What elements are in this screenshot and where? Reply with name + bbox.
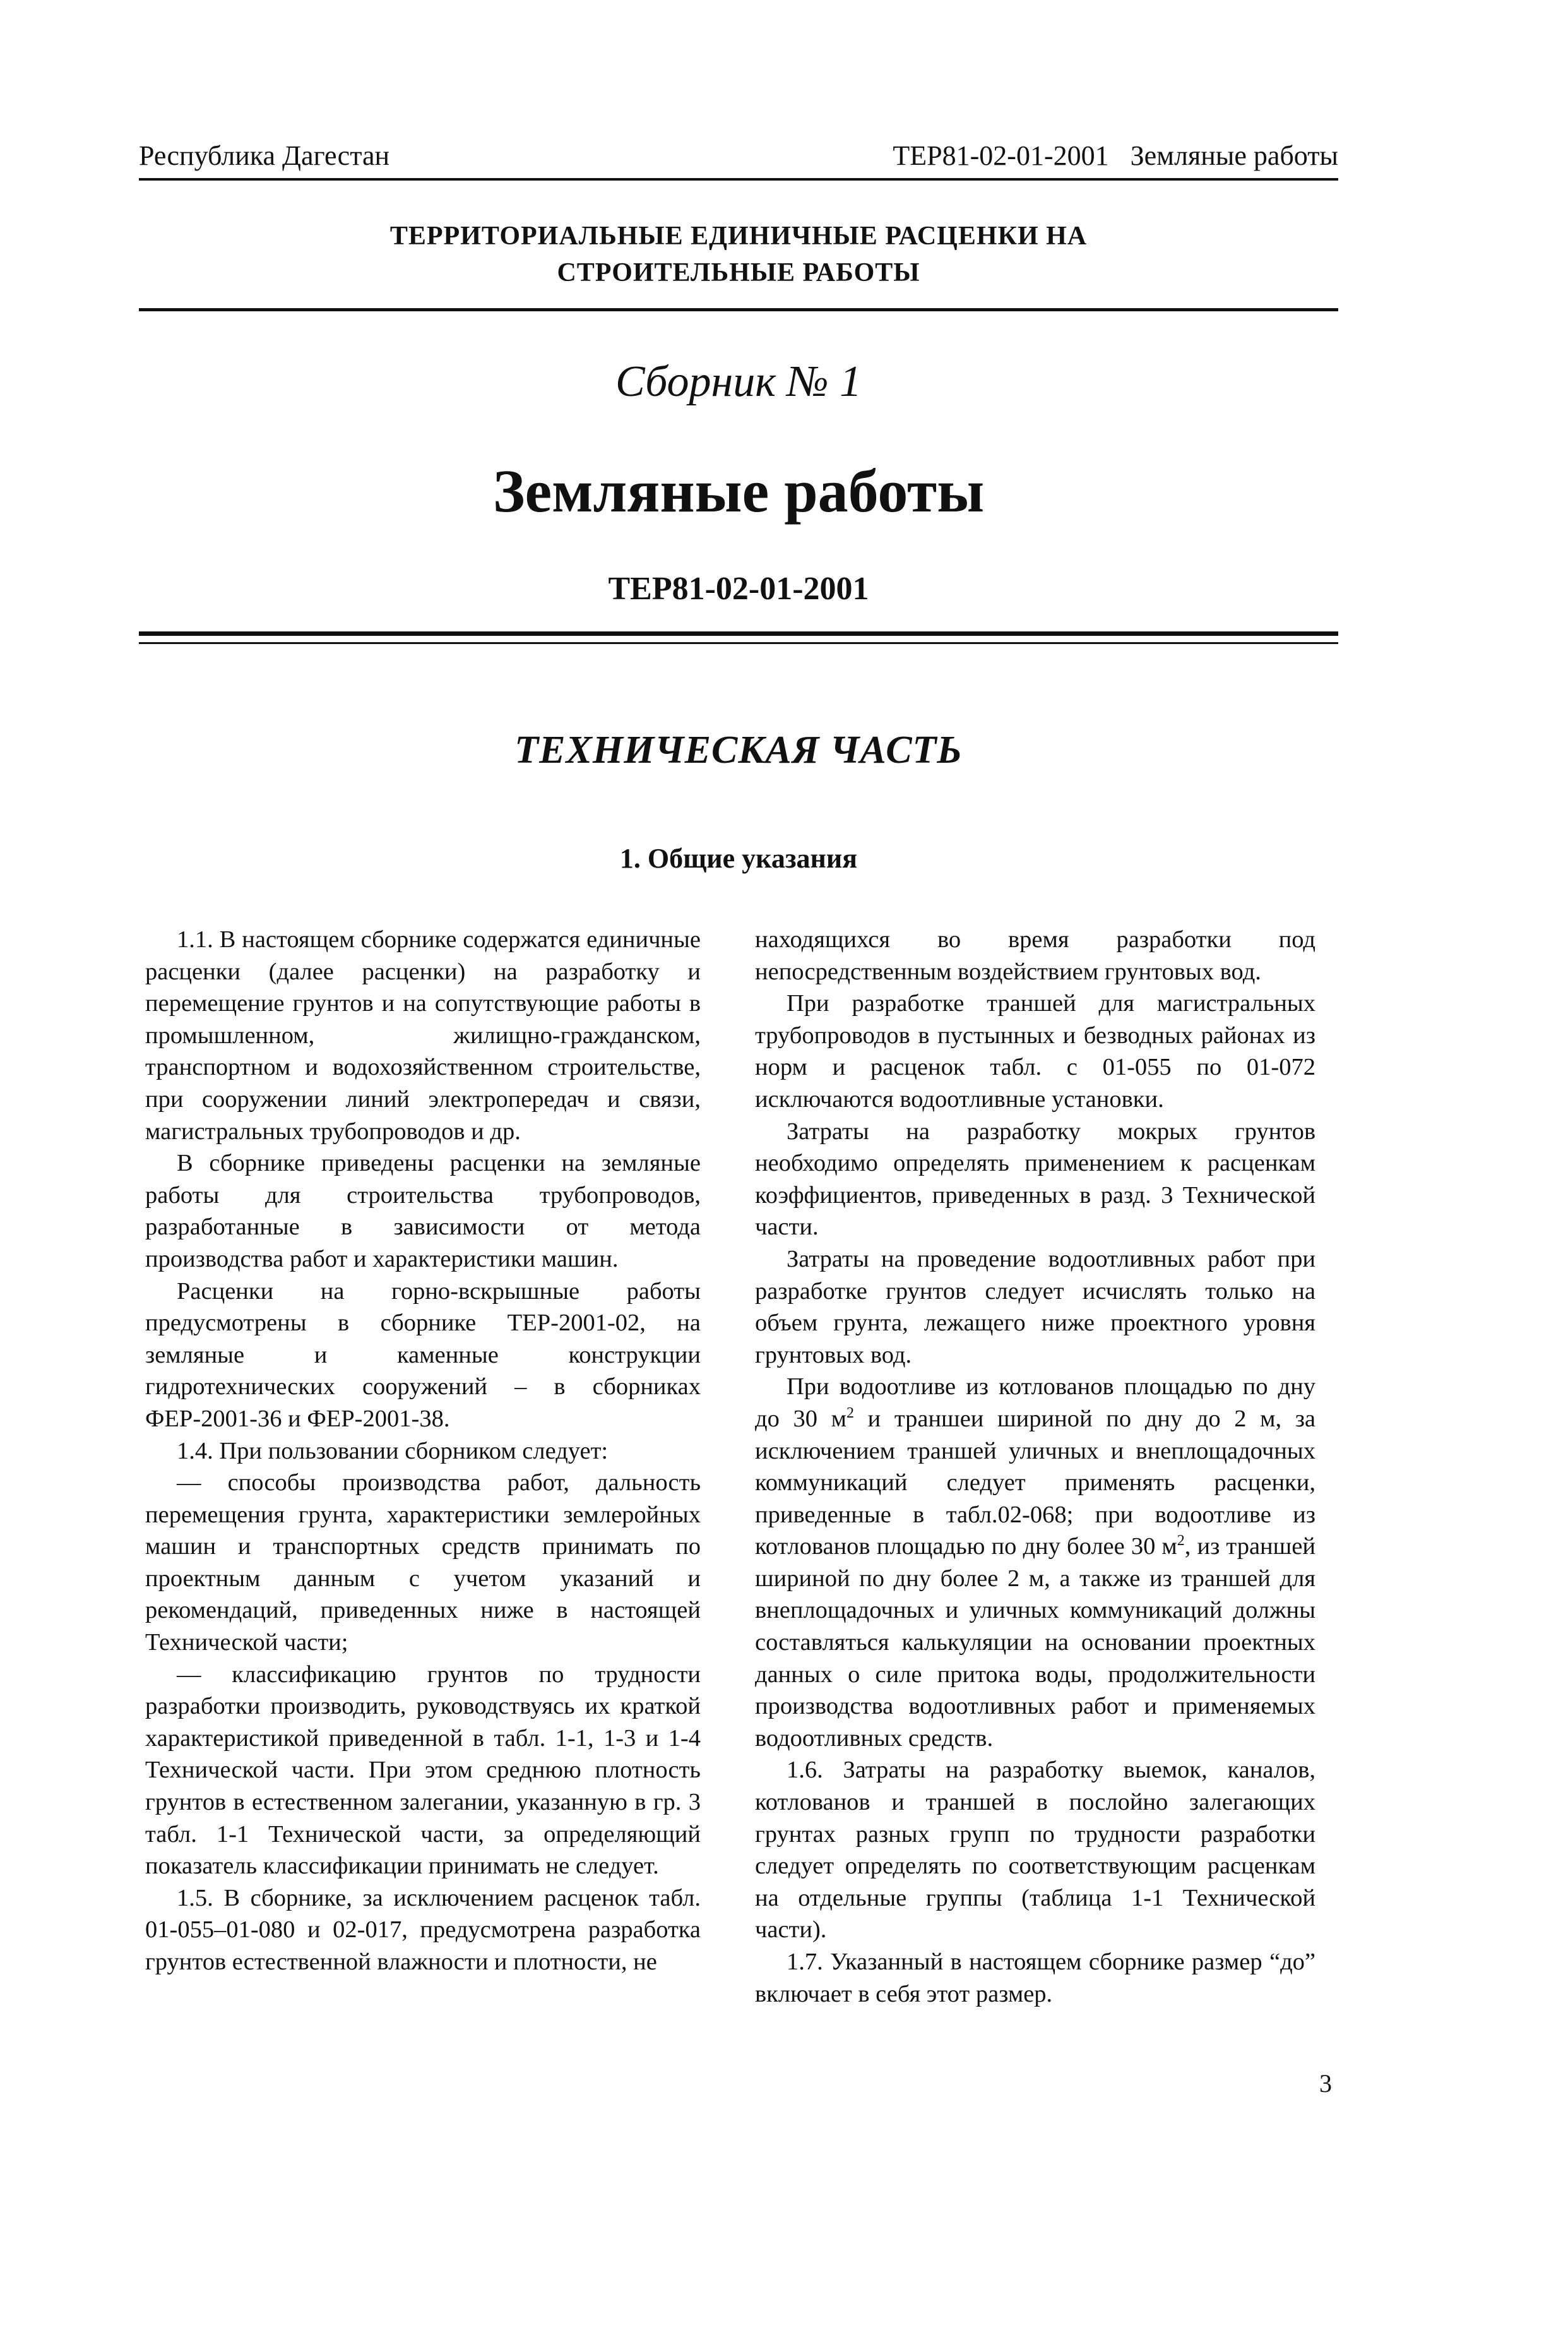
paragraph-drainage-costs: Затраты на проведение водоотливных работ при разработке грунтов следует исчислять только на объем грунта, лежащего ниже проектного уровня грунтовых вод. xyxy=(755,1245,1316,1368)
collection-name: Земляные работы xyxy=(492,457,985,525)
header-topic: Земляные работы xyxy=(1130,140,1338,171)
paragraph-1-5: 1.5. В сборнике, за исключением расценок табл. 01-055–01-080 и 02-017, предусмотрена разработка грунтов естественной влажности и плотности, не xyxy=(145,1884,701,1975)
paragraph-1-4: 1.4. При пользовании сборником следует: xyxy=(177,1437,609,1464)
paragraph-continuation: находящихся во время разработки под непосредственным воздействием грунтовых вод. xyxy=(755,926,1316,985)
title-rule xyxy=(139,308,1338,311)
header-region: Республика Дагестан xyxy=(139,140,390,171)
running-header xyxy=(139,134,1338,178)
paragraph-methods: — способы производства работ, дальность перемещения грунта, характеристики землеройных машин и транспортных средств принимать по проектным данным с учетом указаний и рекомендаций, приведенных ниже в настоящей Технической части; xyxy=(145,1469,701,1656)
header-rule xyxy=(139,178,1338,181)
section-title: ТЕХНИЧЕСКАЯ ЧАСТЬ xyxy=(514,729,963,772)
paragraph-trenches: При разработке траншей для магистральных трубопроводов в пустынных и безводных районах из норм и расценок табл. с 01-055 по 01-072 исключаются водоотливные установки. xyxy=(755,990,1316,1113)
header-right xyxy=(893,134,1338,178)
paragraph-mining: Расценки на горно-вскрышные работы предусмотрены в сборнике ТЕР-2001-02, на земляные и каменные конструкции гидротехнических сооружений – в сборниках ФЕР-2001-36 и ФЕР-2001-38. xyxy=(145,1277,701,1432)
paragraph-pipelines: В сборнике приведены расценки на земляные работы для строительства трубопроводов, разработанные в зависимости от метода производства работ и характеристики машин. xyxy=(145,1150,701,1272)
paragraph-1-6: 1.6. Затраты на разработку выемок, каналов, котлованов и траншей в послойно залегающих грунтах разных групп по трудности разработки следует определять по соответствующим расценкам на отдельные группы (таблица 1-1 Технической части). xyxy=(755,1757,1316,1944)
main-title-line-1: ТЕРРИТОРИАЛЬНЫЕ ЕДИНИЧНЫЕ РАСЦЕНКИ НА xyxy=(389,222,1088,251)
collection-code: ТЕР81-02-01-2001 xyxy=(608,571,869,607)
paragraph-1-7: 1.7. Указанный в настоящем сборнике размер “до” включает в себя этот размер. xyxy=(755,1949,1316,2007)
header-code: ТЕР81-02-01-2001 xyxy=(893,140,1109,171)
paragraph-1-1: 1.1. В настоящем сборнике содержатся единичные расценки (далее расценки) на разработку и перемещение грунтов и на сопутствующие работы в промышленном, жилищно-гражданском, транспортном и водохозяйственном строительстве, при сооружении линий электропередач и связи, магистральных трубопроводов и др. xyxy=(145,926,701,1145)
main-title xyxy=(139,218,1338,291)
collection-number: Сборник № 1 xyxy=(615,357,862,406)
double-rule xyxy=(139,631,1338,644)
paragraph-wet-soil: Затраты на разработку мокрых грунтов необходимо определять применением к расценкам коэффициентов, приведенных в разд. 3 Технической части. xyxy=(755,1118,1316,1241)
page-number: 3 xyxy=(1319,2069,1332,2098)
right-column xyxy=(755,924,1316,2010)
paragraph-classification: — классификацию грунтов по трудности разработки производить, руководствуясь их краткой характеристикой приведенной в табл. 1-1, 1-3 и 1-4 Технической части. При этом среднюю плотность грунтов в естественном залегании, указанную в гр. 3 табл. 1-1 Технической части, за определяющий показатель классификации принимать не следует. xyxy=(145,1661,701,1880)
main-title-line-2: СТРОИТЕЛЬНЫЕ РАБОТЫ xyxy=(557,258,920,287)
subsection-title: 1. Общие указания xyxy=(619,843,858,874)
paragraph-dewatering: При водоотливе из котлованов площадью по дну до 30 $м^2$ и траншеи шириной по дну до 2 м, за исключением траншей уличных и внеплощадочных коммуникаций следует применять расценки, приведенные в табл.02-068; при водоотливе из котлованов площадью по дну более 30 $м^2$, из траншей шириной по дну более 2 м, а также из траншей для внеплощадочных и уличных коммуникаций должны составляться калькуляции на основании проектных данных о силе притока воды, продолжительности производства водоотливных работ и применяемых водоотливных средств. xyxy=(755,1373,1316,1752)
left-column xyxy=(145,924,701,1978)
